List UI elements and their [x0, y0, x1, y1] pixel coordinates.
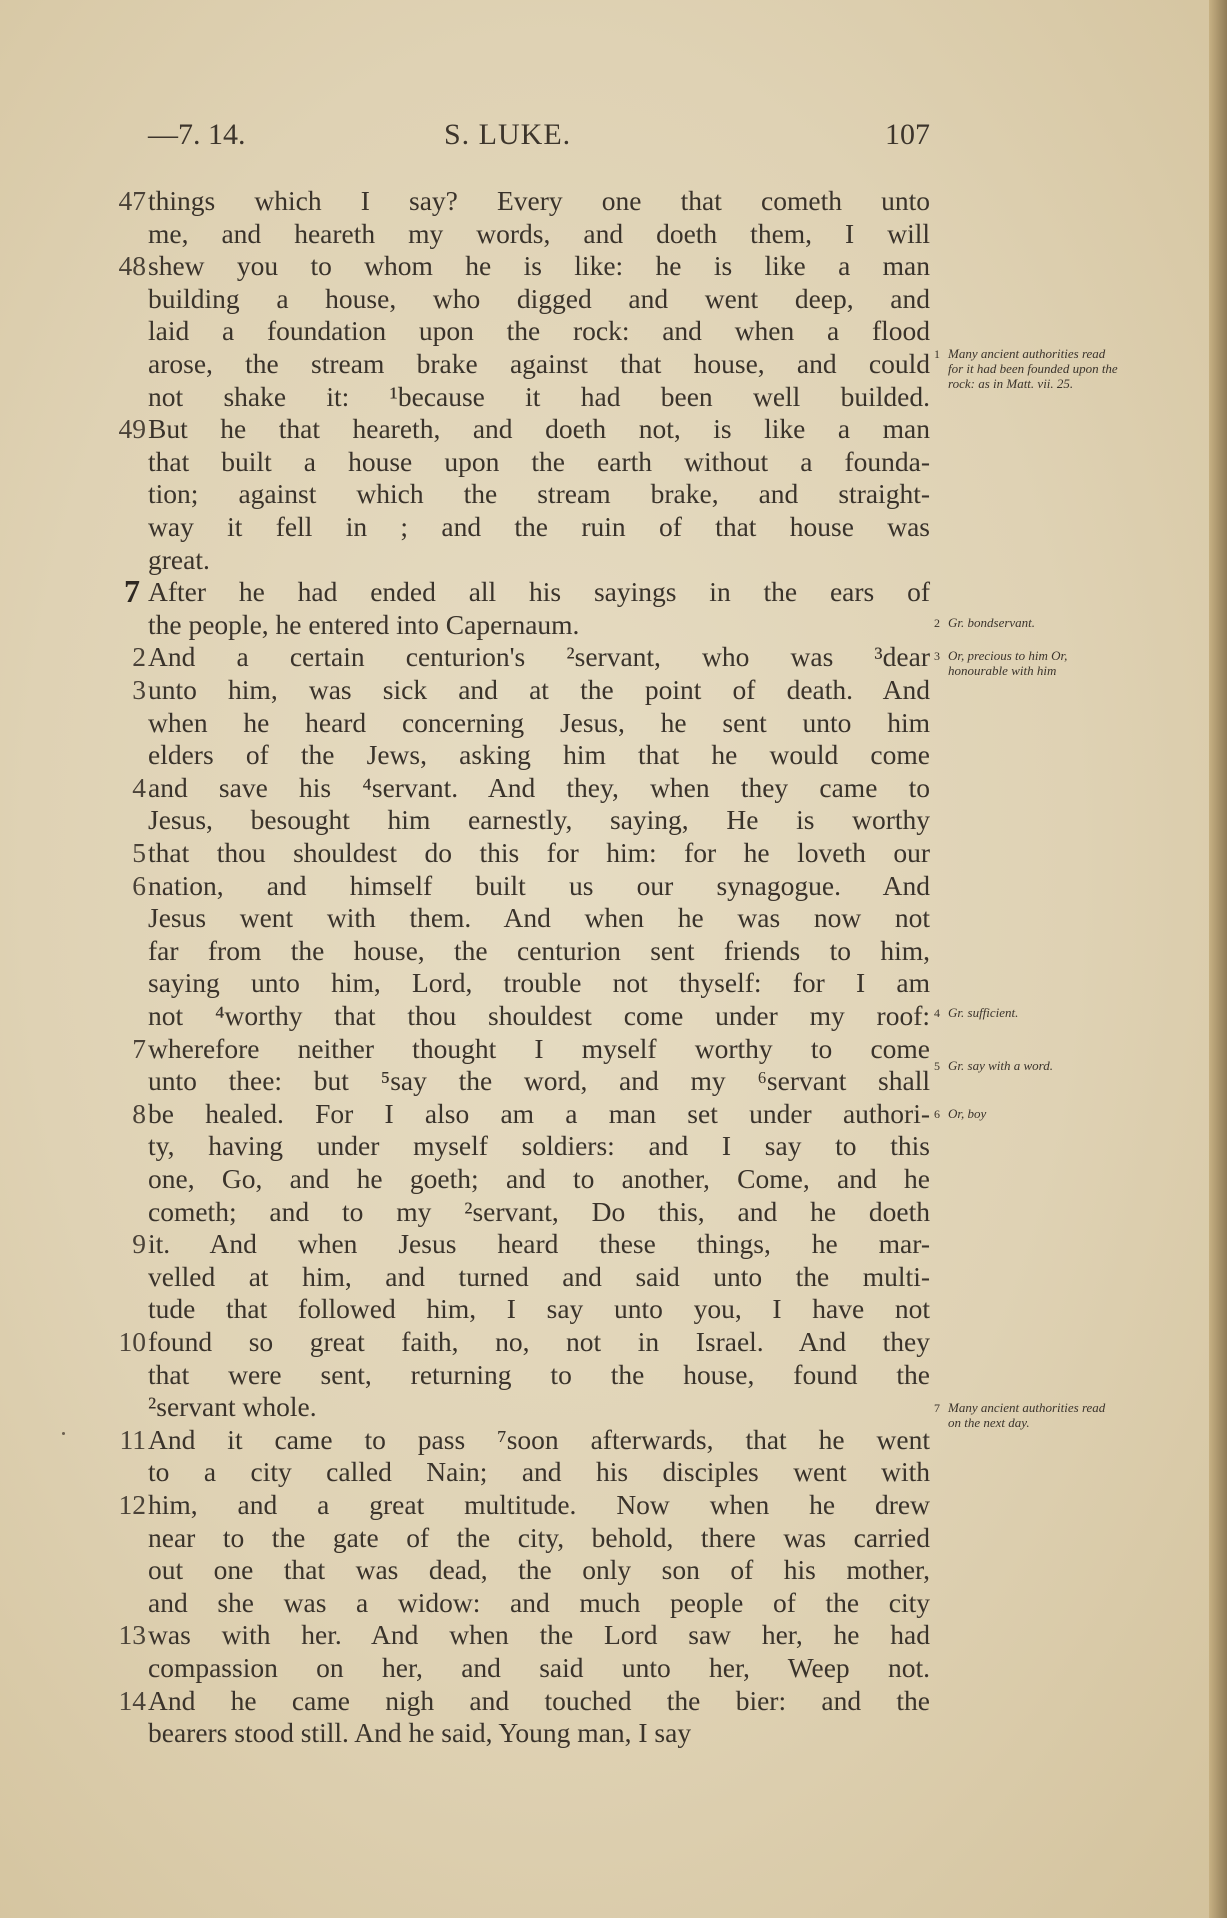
verse-number: 7 [132, 1032, 146, 1064]
text-line: tion; against which the stream brake, and straight- [148, 478, 930, 510]
note-mark: 7 [934, 1401, 940, 1415]
text-line: velled at him, and turned and said unto the multi- [148, 1260, 930, 1292]
note-text: Or, boy [948, 1106, 987, 1121]
verse-number: 48 [118, 250, 146, 282]
text-line: building a house, who digged and went deep, and [148, 282, 930, 314]
verse-number [98, 347, 146, 380]
verse-number: 10 [118, 1326, 146, 1357]
text-line: nation, and himself built us our synagogue. And [148, 869, 930, 901]
margin-note [934, 346, 1134, 391]
text-line: But he that heareth, and doeth not, is like a man [148, 413, 930, 445]
text-line: unto thee: but ⁵say the word, and my ⁶servant shall [148, 1065, 930, 1097]
text-line: ²servant whole. [148, 1391, 317, 1423]
text-line: to a city called Nain; and his disciples went with [148, 1456, 930, 1488]
text-line: cometh; and to my ²servant, Do this, and he doeth [148, 1195, 930, 1227]
verse-number [98, 803, 146, 836]
margin-note [934, 1106, 1134, 1122]
note-text: Or, precious to him Or, honourable with him [948, 648, 1068, 678]
verse-number [98, 1390, 146, 1423]
text-line: found so great faith, no, not in Israel. And they [148, 1326, 930, 1357]
verse-number [98, 1162, 146, 1195]
verse-number [98, 901, 146, 934]
text-line: elders of the Jews, asking him that he would come [148, 739, 930, 771]
verse-number: 2 [132, 641, 146, 673]
verse-number [98, 934, 146, 967]
text-line: Jesus, besought him earnestly, saying, He is worthy [148, 804, 930, 836]
text-line: one, Go, and he goeth; and to another, Come, and he [148, 1163, 930, 1194]
verse-number: 4 [132, 771, 146, 803]
text-line: far from the house, the centurion sent friends to him, [148, 934, 930, 966]
verse-number [98, 1292, 146, 1325]
note-text: Many ancient authorities read on the next day. [948, 1400, 1106, 1430]
verse-number: 9 [132, 1228, 146, 1260]
verse-number [98, 1651, 146, 1684]
text-line: be healed. For I also am a man set under authori- [148, 1097, 930, 1129]
text-line: that built a house upon the earth without a founda- [148, 445, 930, 477]
verse-number [98, 282, 146, 315]
note-text: Gr. say with a word. [948, 1058, 1053, 1073]
note-mark: 2 [934, 616, 940, 630]
text-line: that were sent, returning to the house, found the [148, 1358, 930, 1390]
note-text: Gr. bondservant. [948, 615, 1036, 630]
verse-number [98, 738, 146, 771]
verse-number: 3 [132, 674, 146, 705]
note-text: Gr. sufficient. [948, 1005, 1019, 1020]
verse-number [98, 445, 146, 478]
note-mark: 5 [934, 1059, 940, 1073]
verse-number [98, 1553, 146, 1586]
verse-number [98, 314, 146, 347]
text-line: out one that was dead, the only son of his mother, [148, 1554, 930, 1586]
verse-number [98, 510, 146, 543]
verse-number [98, 1129, 146, 1162]
text-line: not shake it: ¹because it had been well builded. [148, 380, 930, 412]
verse-number [98, 706, 146, 739]
header-book-title: S. LUKE. [444, 118, 572, 151]
verse-number [98, 1064, 146, 1097]
text-line: ty, having under myself soldiers: and I say to this [148, 1130, 930, 1162]
text-line: And he came nigh and touched the bier: and the [148, 1684, 930, 1716]
text-line: things which I say? Every one that cometh unto [148, 185, 930, 216]
verse-number [98, 477, 146, 510]
verse-number [98, 1716, 146, 1749]
text-line: compassion on her, and said unto her, Weep not. [148, 1652, 930, 1683]
verse-number [98, 1195, 146, 1228]
verse-number [98, 543, 146, 576]
page-number: 107 [885, 118, 930, 151]
text-line: that thou shouldest do this for him: for he loveth our [148, 837, 930, 868]
note-text: Many ancient authorities read for it had been founded upon the rock: as in Matt. vii. 25. [948, 346, 1118, 391]
text-line: was with her. And when the Lord saw her, he had [148, 1619, 930, 1651]
verse-number [98, 217, 146, 250]
text-line: the people, he entered into Capernaum. [148, 608, 580, 640]
margin-note [934, 1400, 1134, 1430]
note-mark: 3 [934, 649, 940, 663]
verse-number [98, 608, 146, 641]
note-mark: 4 [934, 1006, 940, 1020]
verse-number [98, 1586, 146, 1619]
running-header [148, 118, 930, 158]
verse-number [98, 380, 146, 413]
text-line: bearers stood still. And he said, Young man, I say [148, 1717, 692, 1749]
verse-number [98, 1521, 146, 1554]
text-line: way it fell in ; and the ruin of that house was [148, 511, 930, 542]
text-line: and save his ⁴servant. And they, when they came to [148, 771, 930, 803]
text-line: and she was a widow: and much people of the city [148, 1586, 930, 1618]
verse-number: 11 [119, 1423, 146, 1455]
text-line: saying unto him, Lord, trouble not thyself: for I am [148, 967, 930, 999]
text-line: tude that followed him, I say unto you, I have not [148, 1293, 930, 1325]
verse-number: 47 [118, 185, 146, 216]
text-line: not ⁴worthy that thou shouldest come under my roof: [148, 1000, 930, 1031]
text-line: unto him, was sick and at the point of death. And [148, 674, 930, 705]
header-verse-range: —7. 14. [148, 118, 246, 151]
paper-speck [62, 1432, 65, 1435]
text-line: arose, the stream brake against that house, and could [148, 348, 930, 379]
verse-number [98, 1358, 146, 1391]
text-line: near to the gate of the city, behold, there was carried [148, 1521, 930, 1553]
margin-note [934, 648, 1134, 678]
text-line: me, and heareth my words, and doeth them, I will [148, 217, 930, 249]
text-line: laid a foundation upon the rock: and when a flood [148, 315, 930, 347]
verse-number: 5 [132, 837, 146, 868]
verse-number [98, 1260, 146, 1293]
verse-number: 7 [124, 573, 140, 610]
text-line: And it came to pass ⁷soon afterwards, that he went [148, 1423, 930, 1455]
note-mark: 1 [934, 347, 940, 361]
note-mark: 6 [934, 1107, 940, 1121]
text-line: After he had ended all his sayings in the ears of [148, 576, 930, 608]
verse-number: 49 [118, 413, 146, 445]
margin-note [934, 1058, 1134, 1074]
text-line: Jesus went with them. And when he was now not [148, 902, 930, 934]
verse-number: 8 [132, 1097, 146, 1129]
verse-number: 13 [118, 1619, 146, 1651]
margin-note [934, 615, 1134, 631]
text-line: great. [148, 543, 210, 575]
verse-number [98, 999, 146, 1032]
text-line: him, and a great multitude. Now when he drew [148, 1489, 930, 1520]
verse-number [98, 1455, 146, 1488]
verse-number: 6 [132, 869, 146, 901]
verse-number: 12 [118, 1489, 146, 1520]
verse-number [98, 966, 146, 999]
text-line: shew you to whom he is like: he is like a man [148, 250, 930, 282]
text-line: And a certain centurion's ²servant, who was ³dear [148, 641, 930, 673]
margin-note [934, 1005, 1134, 1021]
text-line: it. And when Jesus heard these things, he mar- [148, 1228, 930, 1260]
text-line: wherefore neither thought I myself worthy to come [148, 1032, 930, 1064]
text-line: when he heard concerning Jesus, he sent unto him [148, 706, 930, 738]
verse-number: 14 [118, 1684, 146, 1716]
page-binding-edge [1209, 0, 1227, 1918]
